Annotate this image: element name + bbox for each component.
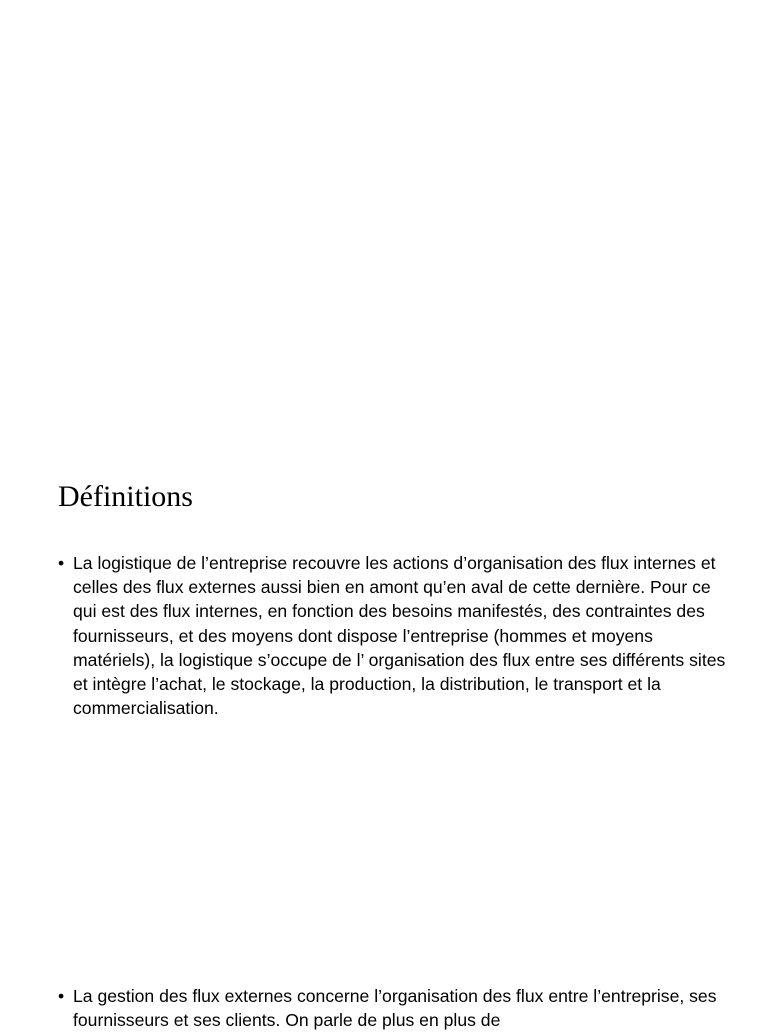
- bullet-text-2: La gestion des flux externes concerne l’organisation des flux entre l’entreprise, ses fournisseurs et ses clients. On parle de plus en plus de: [73, 986, 717, 1031]
- bullet-marker: •: [58, 986, 65, 1006]
- section-heading: Définitions: [58, 480, 193, 513]
- bullet-item-1: [58, 551, 733, 720]
- bullet-text-1: La logistique de l’entreprise recouvre les actions d’organisation des flux internes et celles des flux externes aussi bien en amont qu’en aval de cette dernière. Pour ce qui est des flux internes, en fonction des besoins manifestés, des contraintes des fournisseurs, et des moyens dont dispose l’entreprise (hommes et moyens matériels), la logistique s’occupe de l’ organisation des flux entre ses différents sites et intègre l’achat, le stockage, la production, la distribution, le transport et la commercialisation.: [73, 553, 726, 719]
- bullet-marker: •: [58, 553, 65, 573]
- bullet-item-2: [58, 984, 768, 1032]
